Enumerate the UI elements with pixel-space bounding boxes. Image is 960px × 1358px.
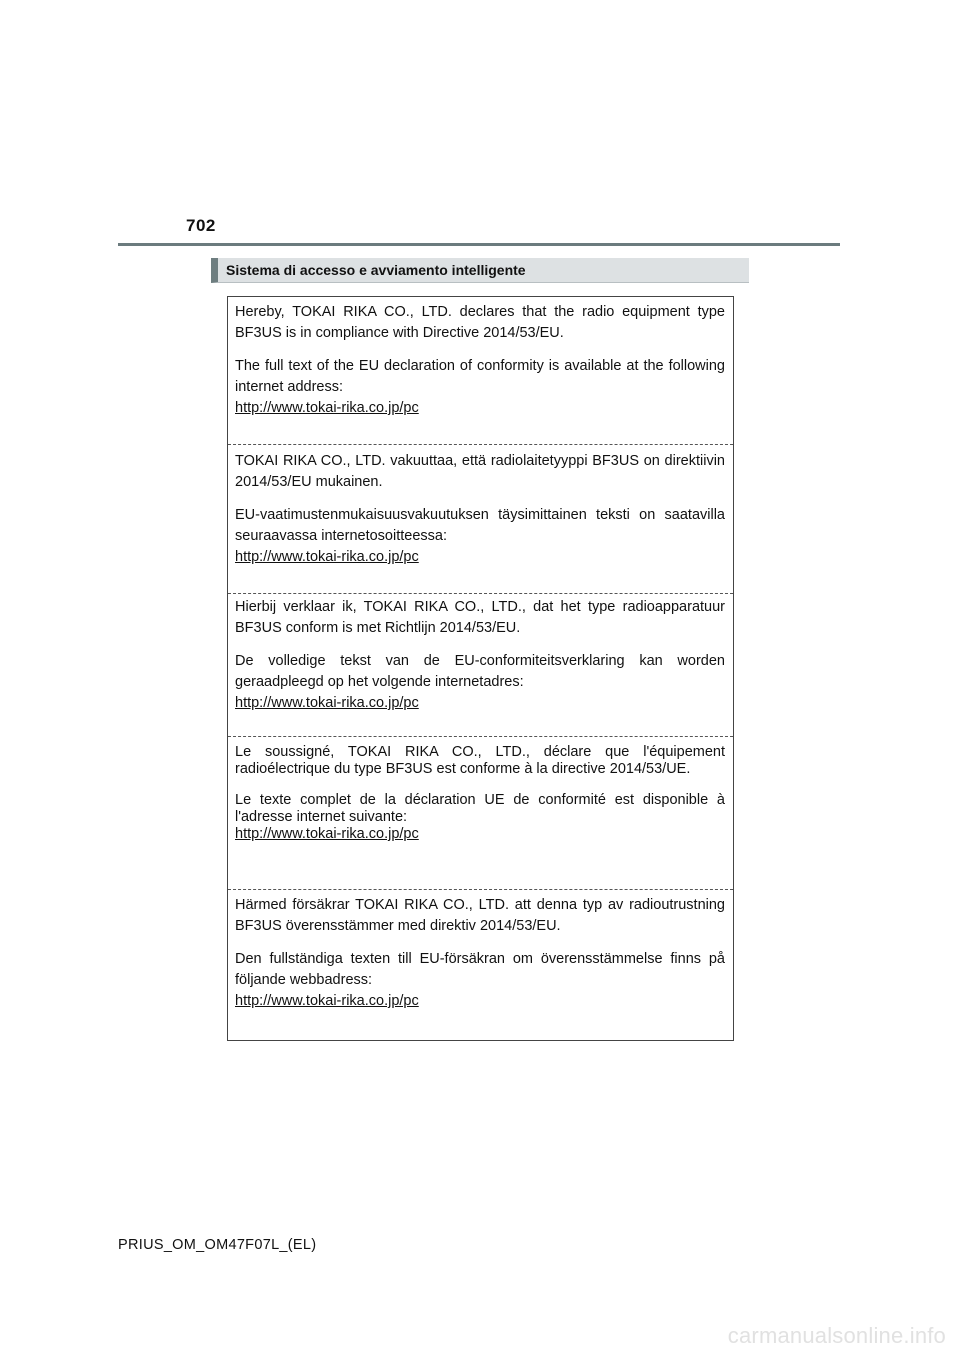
document-code: PRIUS_OM_OM47F07L_(EL) bbox=[118, 1237, 317, 1253]
availability-text: The full text of the EU declaration of conformity is available at the following internet address: bbox=[235, 358, 725, 395]
watermark: carmanualsonline.info bbox=[727, 1323, 946, 1348]
declaration-availability bbox=[235, 792, 725, 843]
availability-text: Le texte complet de la déclaration UE de conformité est disponible à l'adresse internet suivante: bbox=[235, 792, 725, 825]
declaration-availability bbox=[235, 505, 725, 568]
declaration-statement: Hereby, TOKAI RIKA CO., LTD. declares that the radio equipment type BF3US is in compliance with Directive 2014/53/EU. bbox=[235, 304, 725, 341]
declaration-link[interactable]: http://www.tokai-rika.co.jp/pc bbox=[235, 993, 419, 1009]
declaration-swedish bbox=[228, 889, 733, 1040]
availability-text: EU-vaatimustenmukaisuusvakuutuksen täysimittainen teksti on saatavilla seuraavassa internetosoitteessa: bbox=[235, 507, 725, 544]
section-heading: Sistema di accesso e avviamento intelligente bbox=[211, 258, 749, 283]
declaration-statement: Le soussigné, TOKAI RIKA CO., LTD., déclare que l'équipement radioélectrique du type BF3US est conforme à la directive 2014/53/UE. bbox=[235, 744, 725, 777]
declaration-dutch bbox=[228, 593, 733, 736]
declaration-link[interactable]: http://www.tokai-rika.co.jp/pc bbox=[235, 400, 419, 416]
declaration-availability bbox=[235, 651, 725, 714]
declarations-box bbox=[227, 296, 734, 1041]
declaration-french bbox=[228, 736, 733, 889]
declaration-availability bbox=[235, 356, 725, 419]
declaration-statement: Härmed försäkrar TOKAI RIKA CO., LTD. att denna typ av radioutrustning BF3US överensstämmer med direktiv 2014/53/EU. bbox=[235, 897, 725, 934]
declaration-link[interactable]: http://www.tokai-rika.co.jp/pc bbox=[235, 549, 419, 565]
declaration-availability bbox=[235, 949, 725, 1012]
availability-text: Den fullständiga texten till EU-försäkran om överensstämmelse finns på följande webbadress: bbox=[235, 951, 725, 988]
declaration-link[interactable]: http://www.tokai-rika.co.jp/pc bbox=[235, 826, 419, 842]
declaration-statement: TOKAI RIKA CO., LTD. vakuuttaa, että radiolaitetyyppi BF3US on direktiivin 2014/53/EU mukainen. bbox=[235, 453, 725, 490]
declaration-english bbox=[228, 302, 733, 444]
declaration-link[interactable]: http://www.tokai-rika.co.jp/pc bbox=[235, 695, 419, 711]
header-rule bbox=[118, 243, 840, 246]
page-number: 702 bbox=[186, 216, 216, 235]
declaration-statement: Hierbij verklaar ik, TOKAI RIKA CO., LTD., dat het type radioapparatuur BF3US conform is met Richtlijn 2014/53/EU. bbox=[235, 599, 725, 636]
availability-text: De volledige tekst van de EU-conformiteitsverklaring kan worden geraadpleegd op het volgende internetadres: bbox=[235, 653, 725, 690]
declaration-finnish bbox=[228, 444, 733, 593]
